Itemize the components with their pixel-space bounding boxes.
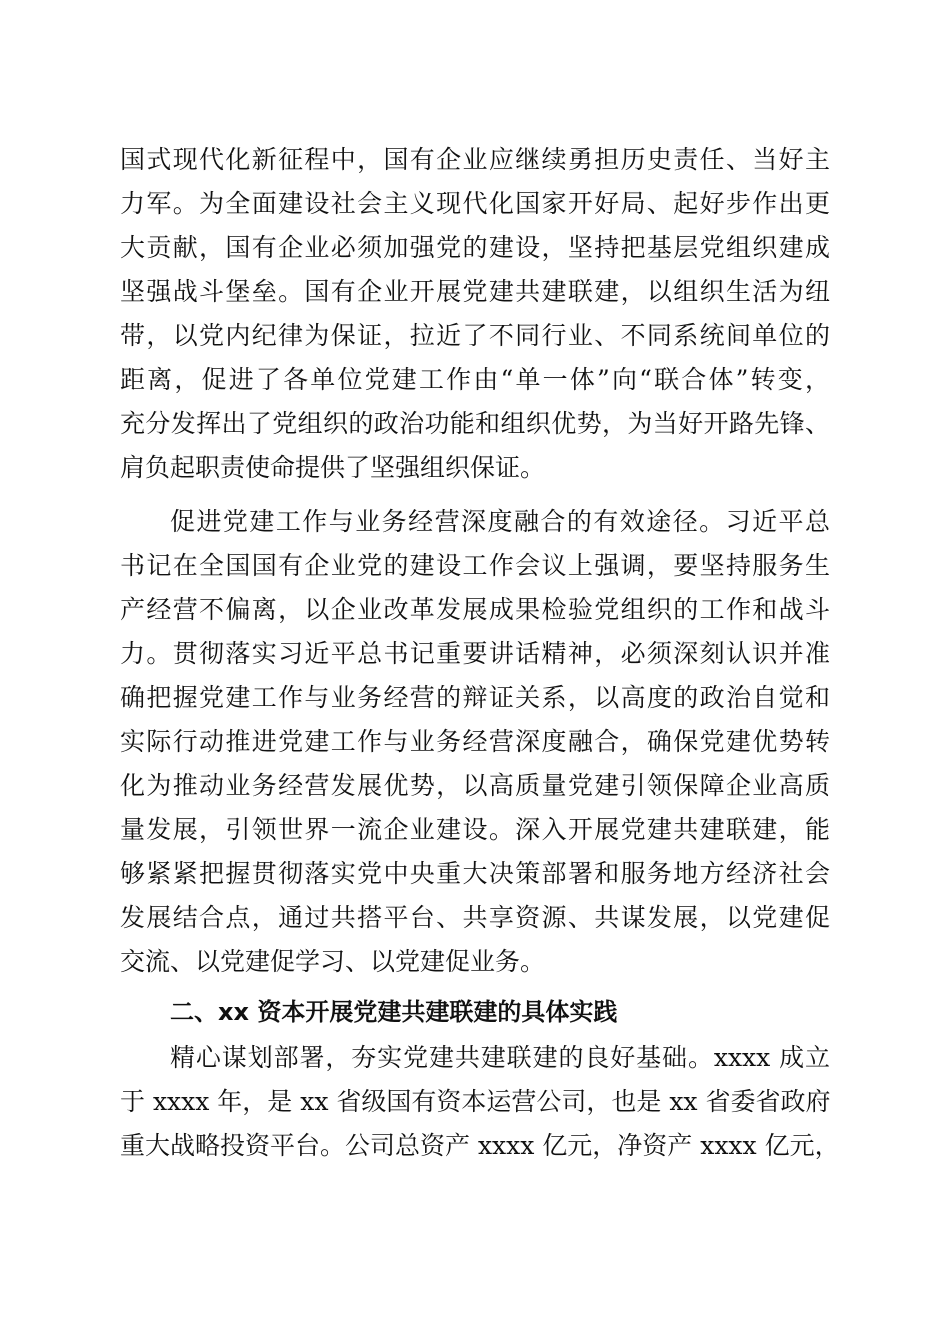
text-line: 国式现代化新征程中，国有企业应继续勇担历史责任、当好主 — [120, 145, 830, 174]
text-line: 带，以党内纪律为保证，拉近了不同行业、不同系统间单位的 — [120, 321, 830, 350]
text-line: 发展结合点，通过共搭平台、共享资源、共谋发展，以党建促 — [120, 903, 830, 932]
text-line: 产经营不偏离，以企业改革发展成果检验党组织的工作和战斗 — [120, 595, 830, 624]
text-line: 力军。为全面建设社会主义现代化国家开好局、起好步作出更 — [120, 189, 830, 218]
text-line: 书记在全国国有企业党的建设工作会议上强调，要坚持服务生 — [120, 551, 830, 580]
section-heading: 二、xx 资本开展党建共建联建的具体实践 — [170, 998, 618, 1026]
text-line: 坚强战斗堡垒。国有企业开展党建共建联建，以组织生活为纽 — [120, 277, 830, 306]
text-line: 充分发挥出了党组织的政治功能和组织优势，为当好开路先锋、 — [120, 409, 830, 438]
text-line: 距离，促进了各单位党建工作由“单一体”向“联合体”转变， — [120, 365, 830, 394]
text-line: 交流、以党建促学习、以党建促业务。 — [120, 947, 546, 976]
text-line: 力。贯彻落实习近平总书记重要讲话精神，必须深刻认识并准 — [120, 639, 830, 668]
text-line: 精心谋划部署，夯实党建共建联建的良好基础。xxxx 成立 — [170, 1043, 830, 1072]
text-line: 于 xxxx 年，是 xx 省级国有资本运营公司，也是 xx 省委省政府 — [120, 1087, 831, 1116]
text-line: 促进党建工作与业务经营深度融合的有效途径。习近平总 — [170, 507, 830, 536]
text-line: 肩负起职责使命提供了坚强组织保证。 — [120, 453, 546, 482]
text-line: 够紧紧把握贯彻落实党中央重大决策部署和服务地方经济社会 — [120, 859, 830, 888]
text-line: 实际行动推进党建工作与业务经营深度融合，确保党建优势转 — [120, 727, 830, 756]
text-line: 大贡献，国有企业必须加强党的建设，坚持把基层党组织建成 — [120, 233, 830, 262]
text-line: 化为推动业务经营发展优势，以高质量党建引领保障企业高质 — [120, 771, 830, 800]
text-line: 重大战略投资平台。公司总资产 xxxx 亿元，净资产 xxxx 亿元， — [120, 1131, 840, 1160]
text-line: 量发展，引领世界一流企业建设。深入开展党建共建联建，能 — [120, 815, 830, 844]
text-line: 确把握党建工作与业务经营的辩证关系，以高度的政治自觉和 — [120, 683, 830, 712]
